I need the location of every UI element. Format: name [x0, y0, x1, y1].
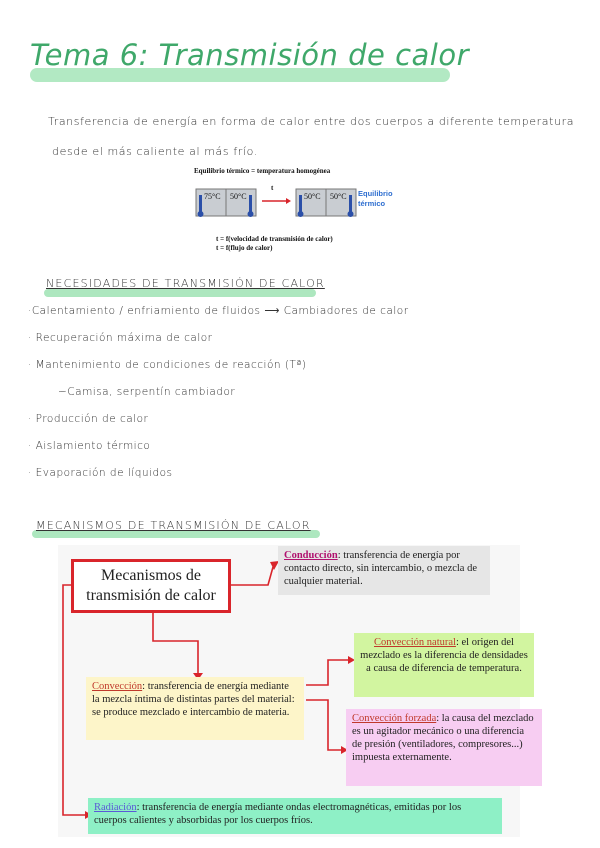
figure-caption: Equilibrio térmico = temperatura homogénea: [194, 167, 331, 175]
intro-line-2: desde el más caliente al más frío.: [52, 145, 258, 158]
radiacion-box: [88, 798, 502, 834]
natural-term: Convección natural: [374, 637, 456, 648]
section-heading-mecanismos: MECANISMOS DE TRANSMISIÓN DE CALOR: [36, 519, 311, 532]
main-concept-box: Mecanismos de transmisión de calor: [71, 559, 231, 613]
list-item: · Aislamiento térmico: [28, 440, 151, 452]
list-item: · Evaporación de líquidos: [28, 467, 173, 479]
natural-text: : el origen del mezclado es la diferencia de densidades a causa de diferencia de temperatura.: [360, 637, 528, 674]
radiacion-text: : transferencia de energía mediante ondas electromagnéticas, emitidas por los cuerpos calientes y absorbidas por los cuerpos fríos.: [94, 802, 462, 826]
list-item: · Recuperación máxima de calor: [28, 332, 213, 344]
radiacion-term: Radiación: [94, 802, 137, 813]
forzada-term: Convección forzada: [352, 713, 437, 724]
equilibrium-label: Equilibrio térmico: [358, 189, 393, 208]
left-temp-2: 50°C: [230, 192, 247, 201]
section-heading-necesidades: NECESIDADES DE TRANSMISIÓN DE CALOR: [46, 277, 325, 290]
conduccion-term: Conducción: [284, 550, 338, 561]
forzada-text: : la causa del mezclado es un agitador mecánico o una diferencia de presión (ventiladores, compresores...) impuesta externamente.: [352, 713, 534, 763]
intro-line-1: Transferencia de energía en forma de calor entre dos cuerpos a diferente temperatura: [48, 115, 575, 128]
list-item: ·Calentamiento / enfriamiento de fluidos ⟶ Cambiadores de calor: [28, 305, 409, 317]
conduccion-text: : transferencia de energía por contacto directo, sin intercambio, o mezcla de cualquier material.: [284, 550, 478, 587]
thermal-equilibrium-figure: [186, 163, 396, 258]
section-highlight: [44, 289, 316, 297]
mechanisms-diagram: [58, 545, 534, 837]
formula-2: t = f(flujo de calor): [216, 244, 273, 252]
right-temp-2: 50°C: [330, 192, 347, 201]
conduccion-box: [278, 546, 490, 595]
list-subitem: ~Camisa, serpentín cambiador: [58, 386, 236, 398]
conveccion-text: : transferencia de energía mediante la mezcla íntima de distintas partes del material: se produce mezclado e intercambio de materia.: [92, 681, 295, 718]
left-temp-1: 75°C: [204, 192, 221, 201]
list-item: · Mantenimiento de condiciones de reacción (Tª): [28, 359, 307, 371]
page-title: Tema 6: Transmisión de calor: [30, 38, 470, 72]
formula-1: t = f(velocidad de transmisión de calor): [216, 235, 333, 243]
conveccion-natural-box: [354, 633, 534, 697]
arrow-label: t: [271, 184, 274, 192]
conveccion-box: [86, 677, 304, 740]
conveccion-forzada-box: [346, 709, 542, 786]
conveccion-term: Convección: [92, 681, 143, 692]
list-item: · Producción de calor: [28, 413, 149, 425]
right-temp-1: 50°C: [304, 192, 321, 201]
